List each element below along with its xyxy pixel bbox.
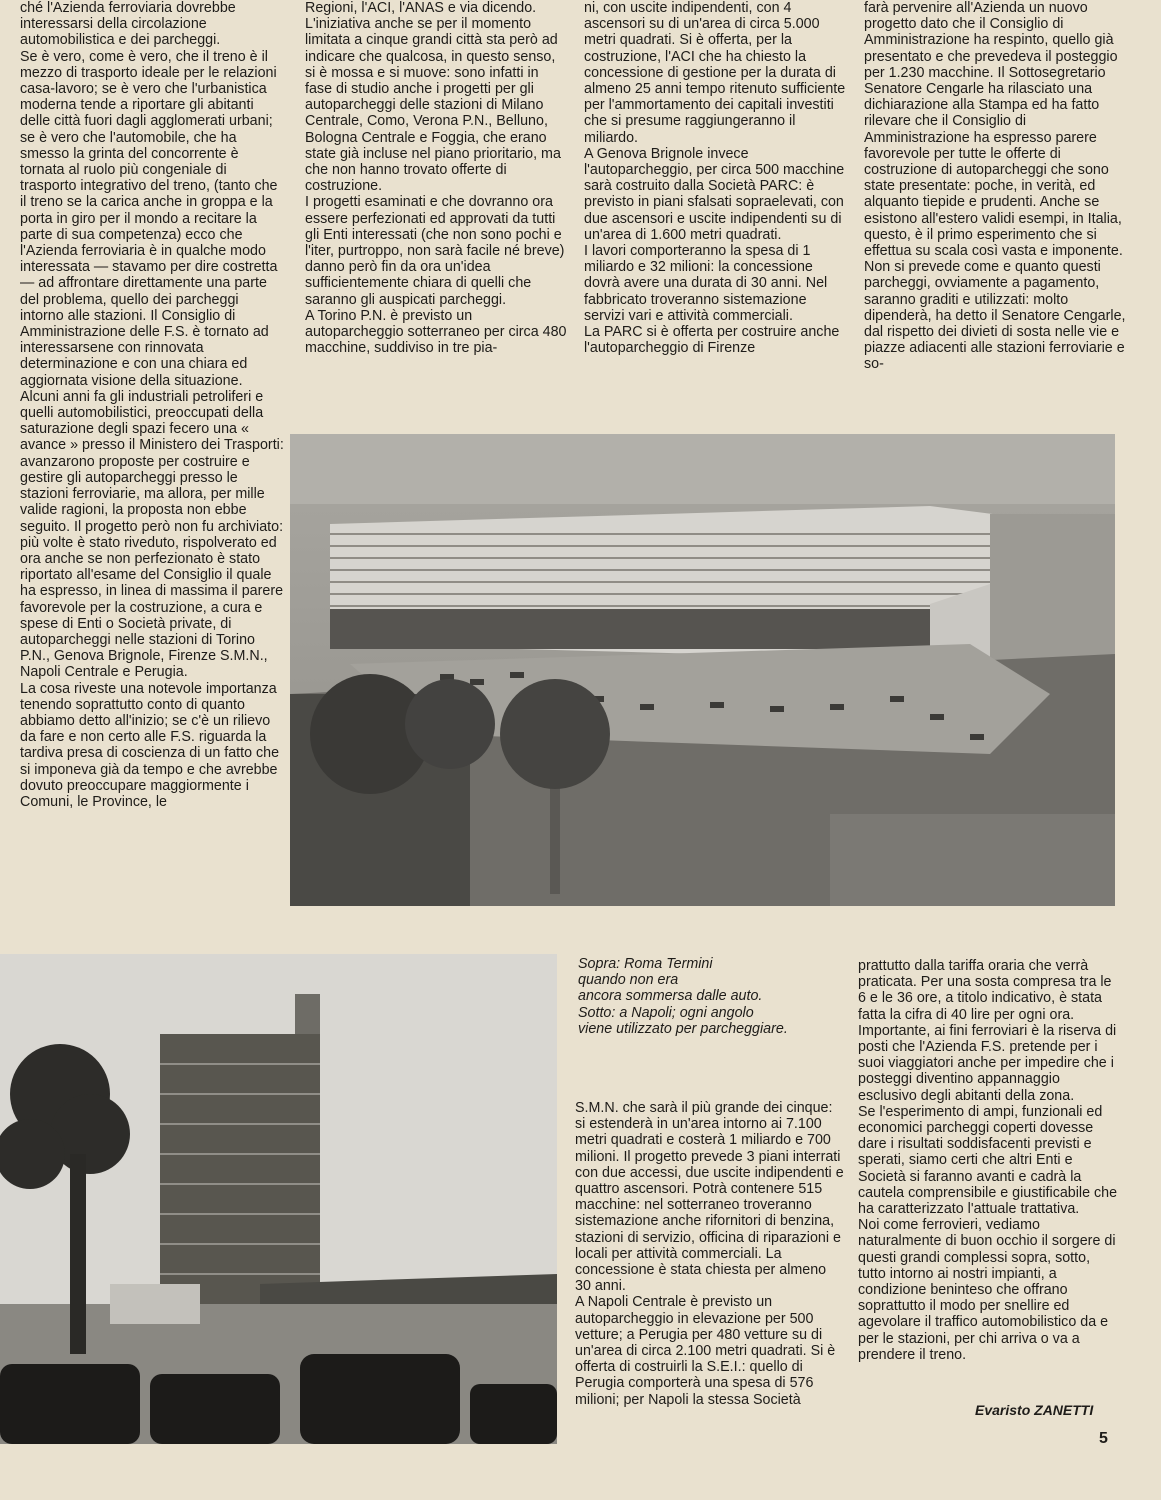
photo-napoli-parking	[0, 954, 557, 1444]
text-column-2	[305, 0, 567, 356]
text-column-6	[858, 958, 1120, 1363]
photo-caption: Sopra: Roma Termini quando non era ancora sommersa dalle auto. Sotto: a Napoli; ogni angolo viene utilizzato per parcheggiare.	[578, 956, 788, 1037]
author-signature: Evaristo ZANETTI	[975, 1402, 1094, 1418]
column-3-text: ni, con uscite indipendenti, con 4 ascensori su di un'area di circa 5.000 metri quadrati. Si è offerta, per la costruzione, l'ACI che ha chiesto la concessione di gestione per la durata di almeno 25 anni tempo ritenuto sufficiente per l'ammortamento dei capitali investiti che si presume raggiungeranno il miliardo. A Genova Brignole invece l'autoparcheggio, per circa 500 macchine sarà costruito dalla Società PARC: è previsto in piani sfalsati sopraelevati, con due ascensori e uscite indipendenti su di un'area di 1.600 metri quadrati. I lavori comporteranno la spesa di 1 miliardo e 32 milioni: la concessione dovrà avere una durata di 30 anni. Nel fabbricato troveranno sistemazione servizi vari e attività commerciali. La PARC si è offerta per costruire anche l'autoparcheggio di Firenze	[584, 0, 846, 357]
column-1-text: ché l'Azienda ferroviaria dovrebbe interessarsi della circolazione automobilistica e dei parcheggi. Se è vero, come è vero, che il treno è il mezzo di trasporto ideale per le relazioni casa-lavoro; se è vero che l'urbanistica moderna tende a riportare gli abitanti delle città fuori dagli agglomerati urbani; se è vero che l'automobile, che ha smesso la grinta del concorrente è tornata al ruolo più congeniale di trasporto integrativo del treno, (tanto che il treno se la carica anche in groppa e la porta in giro per il mondo a recitare la parte di sua competenza) ecco che l'Azienda ferroviaria è in qualche modo interessata — stavamo per dire costretta — ad affrontare direttamente una parte del problema, quello dei parcheggi intorno alle stazioni. Il Consiglio di Amministrazione delle F.S. è tornato ad interessarsene con rinnovata determinazione e con una chiara ed aggiornata visione della situazione. Alcuni anni fa gli industriali petroliferi e quelli automobilistici, preoccupati della saturazione degli spazi fecero una « avance » presso il Ministero dei Trasporti: avanzarono proposte per costruire e gestire gli autoparcheggi presso le stazioni ferroviarie, ma allora, per mille valide ragioni, la proposta non ebbe seguito. Il progetto però non fu archiviato: più volte è stato riveduto, rispolverato ed ora anche se non perfezionato è stato riportato all'esame del Consiglio il quale ha espresso, in linea di massima il parere favorevole per la costruzione, a cura e spese di Enti o Società private, di autoparcheggi nelle stazioni di Torino P.N., Genova Brignole, Firenze S.M.N., Napoli Centrale e Perugia. La cosa riveste una notevole importanza tenendo soprattutto conto di quanto abbiamo detto all'inizio; se c'è un rilievo da fare e non certo alle F.S. riguarda la tardiva presa di coscienza di un fatto che si imponeva già da tempo e che avrebbe dovuto preoccupare maggiormente i Comuni, le Province, le	[20, 0, 284, 810]
column-4-text: farà pervenire all'Azienda un nuovo progetto dato che il Consiglio di Amministrazione ha respinto, quello già presentato e che prevedeva il posteggio per 1.230 macchine. Il Sottosegretario Senatore Cengarle ha rilasciato una dichiarazione alla Stampa ed ha fatto rilevare che il Consiglio di Amministrazione ha espresso parere favorevole per tutte le offerte di costruzione di autoparcheggi che sono state presentate: poche, in verità, ed alquanto tiepide e prudenti. Anche se esistono all'estero validi esempi, in Italia, questo, è il primo esperimento che si effettua su scala così vasta e imponente. Non si prevede come e quanto questi parcheggi, ovviamente a pagamento, saranno graditi e utilizzati: molto dipenderà, ha detto il Senatore Cengarle, dal rispetto dei divieti di sosta nelle vie e piazze adiacenti alle stazioni ferroviarie e so-	[864, 0, 1126, 373]
text-column-1	[20, 0, 285, 810]
text-column-5	[575, 1100, 845, 1408]
photo-roma-termini	[290, 434, 1115, 906]
page-number: 5	[1099, 1430, 1108, 1447]
text-column-3	[584, 0, 846, 356]
column-5-text: S.M.N. che sarà il più grande dei cinque: si estenderà in un'area intorno ai 7.100 metri quadrati e costerà 1 miliardo e 700 milioni. Il progetto prevede 3 piani interrati con due accessi, due uscite indipendenti e quattro ascensori. Potrà contenere 515 macchine: nel sotterraneo troveranno sistemazione anche rifornitori di benzina, stazioni di servizio, officina di riparazioni e locali per attività commerciali. La concessione è stata chiesta per almeno 30 anni. A Napoli Centrale è previsto un autoparcheggio in elevazione per 500 vetture; a Perugia per 480 vetture su di un'area di circa 2.100 metri quadrati. Si è offerta di costruirli la S.E.I.: quello di Perugia comporterà una spesa di 576 milioni; per Napoli la stessa Società	[575, 1100, 844, 1408]
column-6-text: prattutto dalla tariffa oraria che verrà praticata. Per una sosta compresa tra le 6 e le 36 ore, a titolo indicativo, è stata fatta la cifra di 40 lire per ogni ora. Importante, ai fini ferroviari è la riserva di posti che l'Azienda F.S. pretende per i suoi viaggiatori anche per impedire che i posteggi diventino appannaggio esclusivo degli abitanti della zona. Se l'esperimento di ampi, funzionali ed economici parcheggi coperti dovesse dare i risultati soddisfacenti previsti e sperati, siamo certi che altri Enti e Società si faranno avanti e cadrà la cautela comprensibile e giustificabile che ha caratterizzato l'attuale trattativa. Noi come ferrovieri, vediamo naturalmente di buon occhio il sorgere di questi grandi complessi sopra, sotto, tutto intorno ai nostri impianti, a condizione beninteso che offrano soprattutto il modo per snellire ed agevolare il traffico automobilistico da e per le stazioni, per chi arriva o va a prendere il treno.	[858, 958, 1118, 1363]
text-column-4	[864, 0, 1126, 373]
column-2-text: Regioni, l'ACI, l'ANAS e via dicendo. L'iniziativa anche se per il momento limitata a cinque grandi città sta però ad indicare che qualcosa, in questo senso, si è mossa e si muove: sono infatti in fase di studio anche i progetti per gli autoparcheggi delle stazioni di Milano Centrale, Como, Verona P.N., Belluno, Bologna Centrale e Foggia, che erano state già incluse nel piano prioritario, ma che non hanno trovato offerte di costruzione. I progetti esaminati e che dovranno ora essere perfezionati ed approvati da tutti gli Enti interessati (che non sono pochi e l'iter, purtroppo, non sarà facile né breve) danno però fin da ora un'idea sufficientemente chiara di quelli che saranno gli auspicati parcheggi. A Torino P.N. è previsto un autoparcheggio sotterraneo per circa 480 macchine, suddiviso in tre pia-	[305, 0, 567, 357]
